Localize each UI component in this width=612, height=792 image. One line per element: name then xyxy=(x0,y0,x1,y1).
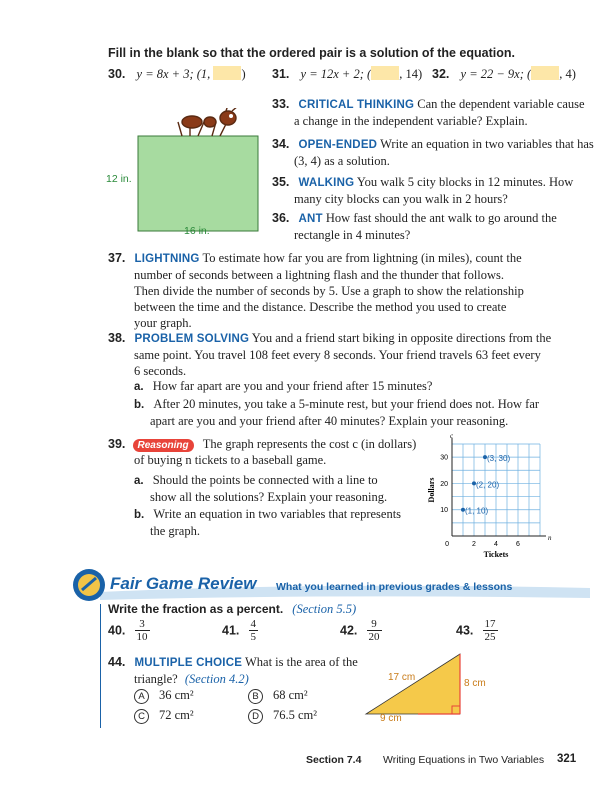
exercise-33: 33. CRITICAL THINKING Can the dependent variable cause a change in the independent variable? Explain. xyxy=(272,97,585,128)
x-tick-label: 4 xyxy=(494,541,498,548)
answer-blank[interactable] xyxy=(531,66,559,80)
exercise-38a: a. How far apart are you and your friend after 15 minutes? xyxy=(134,379,433,393)
y-axis-variable: c xyxy=(450,432,454,440)
data-point-label: (1, 10) xyxy=(465,506,489,516)
exercise-38b: b. After 20 minutes, you take a 5-minute rest, but your friend does not. How far apart are you and your friend after 40 minutes? Explain your reasoning. xyxy=(134,397,540,428)
rectangle-height-label: 12 in. xyxy=(106,173,132,185)
fair-game-title: Fair Game Review xyxy=(110,574,257,593)
y-axis-label: Dollars xyxy=(427,477,436,503)
x-axis-label: Tickets xyxy=(483,550,509,557)
ant-rectangle-figure xyxy=(130,108,270,238)
exercise-37: 37. LIGHTNING To estimate how far you are from lightning (in miles), count the number of seconds between a lightning flash and the thunder that follows. Then divide the number of seconds by 5. Use a graph to show the relationship between the time and the distance. Describe the method you used to create your graph. xyxy=(108,251,524,330)
exercise-43: 43. $\frac{17}{25}$ xyxy=(456,618,496,643)
fair-game-subtitle: What you learned in previous grades & lessons xyxy=(276,581,513,593)
triangle-base-label: 9 cm xyxy=(380,713,402,724)
exercise-39b: b. Write an equation in two variables that represents the graph. xyxy=(134,507,402,538)
choice-a[interactable]: A 36 cm² xyxy=(134,688,194,704)
answer-blank[interactable] xyxy=(213,66,241,80)
choice-c[interactable]: C 72 cm² xyxy=(134,708,194,724)
y-tick-label: 20 xyxy=(440,480,448,488)
rectangle-width-label: 16 in. xyxy=(184,225,210,237)
exercise-34: 34. OPEN-ENDED Write an equation in two variables that has (3, 4) as a solution. xyxy=(272,137,594,168)
review-box-rule xyxy=(100,604,101,728)
instruction-blank: Fill in the blank so that the ordered pair is a solution of the equation. xyxy=(108,46,515,60)
exercise-38: 38. PROBLEM SOLVING You and a friend start biking in opposite directions from the same point. You travel 108 feet every 8 seconds. Your friend travels 63 feet every 6 seconds. xyxy=(108,331,552,378)
exercise-44: 44. MULTIPLE CHOICE What is the area of the triangle? (Section 4.2) xyxy=(108,655,358,686)
triangle-hyp-label: 17 cm xyxy=(388,672,416,683)
page-number: 321 xyxy=(557,753,577,765)
exercise-36: 36. ANT How fast should the ant walk to go around the rectangle in 4 minutes? xyxy=(272,211,557,242)
x-tick-label: 6 xyxy=(516,541,520,548)
exercise-31: 31. y = 12x + 2; ( , 14) xyxy=(272,67,423,81)
y-tick-label: 30 xyxy=(440,454,448,462)
exercise-39a: a. Should the points be connected with a line to show all the solutions? Explain your reasoning. xyxy=(134,473,388,504)
exercise-35: 35. WALKING You walk 5 city blocks in 12 minutes. How many city blocks can you walk in 2 hours? xyxy=(272,175,574,206)
reasoning-badge: Reasoning xyxy=(133,439,194,452)
choice-b[interactable]: B 68 cm² xyxy=(248,688,308,704)
footer-title: Writing Equations in Two Variables xyxy=(383,754,545,766)
ticket-cost-graph xyxy=(424,432,564,557)
fraction-instruction: Write the fraction as a percent. (Section 5.5) xyxy=(108,602,357,616)
data-point-label: (3, 30) xyxy=(487,454,511,464)
exercise-41: 41. $\frac{4}{5}$ xyxy=(222,618,257,643)
data-point-label: (2, 20) xyxy=(476,480,500,490)
origin-label: 0 xyxy=(445,541,449,548)
exercise-30: 30. y = 8x + 3; (1, ) xyxy=(108,67,246,81)
triangle-figure xyxy=(362,650,472,718)
exercise-39: 39. Reasoning The graph represents the cost c (in dollars) of buying n tickets to a baseball game. xyxy=(108,437,417,467)
ant-icon xyxy=(178,108,238,136)
x-tick-label: 2 xyxy=(472,541,476,548)
exercise-40: 40. $\frac{3}{10}$ xyxy=(108,618,148,643)
exercise-32: 32. y = 22 − 9x; ( , 4) xyxy=(432,67,576,81)
y-tick-label: 10 xyxy=(440,507,448,515)
x-axis-variable: n xyxy=(548,534,552,542)
exercise-42: 42. $\frac{9}{20}$ xyxy=(340,618,380,643)
footer-section: Section 7.4 xyxy=(306,754,362,766)
triangle-height-label: 8 cm xyxy=(464,678,486,689)
choice-d[interactable]: D 76.5 cm² xyxy=(248,708,317,724)
answer-blank[interactable] xyxy=(371,66,399,80)
